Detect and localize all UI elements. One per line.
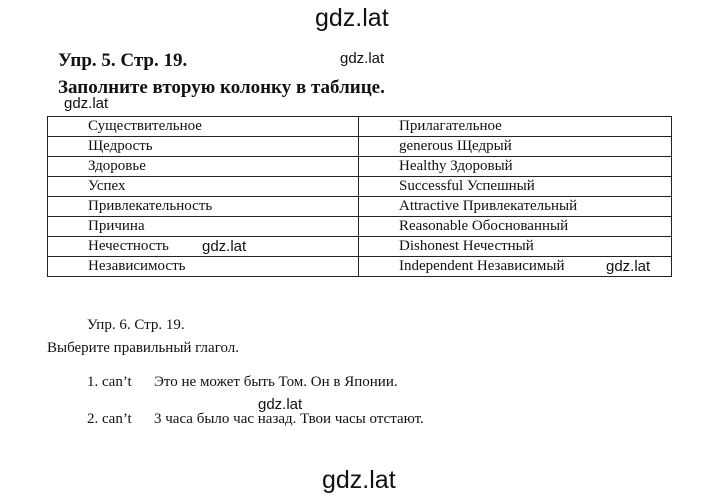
noun-cell: Нечестность [48, 237, 359, 257]
adjective-cell: Dishonest Нечестный [359, 237, 672, 257]
watermark-small: gdz.lat [258, 396, 303, 413]
exercise6-instruction: Выберите правильный глагол. [47, 340, 240, 356]
words-table [47, 116, 672, 277]
watermark-small: gdz.lat [606, 258, 651, 275]
table-header-row [48, 117, 672, 137]
adjective-cell: Прилагательное [359, 117, 672, 137]
adjective-cell: Healthy Здоровый [359, 157, 672, 177]
watermark-bottom: gdz.lat [322, 466, 396, 494]
watermark-small: gdz.lat [340, 50, 385, 67]
exercise5-instruction: Заполните вторую колонку в таблице. [58, 77, 385, 98]
answer-text: Это не может быть Том. Он в Японии. [154, 374, 398, 390]
noun-cell: Успех [48, 177, 359, 197]
table-row [48, 157, 672, 177]
answer-number: 1. can’t [87, 374, 132, 390]
adjective-cell: Successful Успешный [359, 177, 672, 197]
adjective-cell: Reasonable Обоснованный [359, 217, 672, 237]
adjective-cell: generous Щедрый [359, 137, 672, 157]
answer-number: 2. can’t [87, 411, 132, 427]
noun-cell: Щедрость [48, 137, 359, 157]
table-row [48, 197, 672, 217]
noun-cell: Существительное [48, 117, 359, 137]
noun-cell: Здоровье [48, 157, 359, 177]
watermark-small: gdz.lat [202, 238, 247, 255]
noun-cell: Привлекательность [48, 197, 359, 217]
table-row [48, 217, 672, 237]
answer-row [87, 374, 398, 391]
exercise5-title: Упр. 5. Стр. 19. [58, 50, 188, 71]
answer-row [87, 411, 424, 428]
watermark-top: gdz.lat [315, 4, 389, 32]
noun-cell: Независимость [48, 257, 359, 277]
table-row [48, 257, 672, 277]
noun-cell: Причина [48, 217, 359, 237]
table-row [48, 177, 672, 197]
answer-text: 3 часа было час назад. Твои часы отстают. [154, 411, 424, 427]
table-row [48, 237, 672, 257]
watermark-small: gdz.lat [64, 95, 109, 112]
adjective-cell: Independent Независимый [359, 257, 672, 277]
exercise6-title: Упр. 6. Стр. 19. [87, 317, 185, 333]
adjective-cell: Attractive Привлекательный [359, 197, 672, 217]
table-row [48, 137, 672, 157]
